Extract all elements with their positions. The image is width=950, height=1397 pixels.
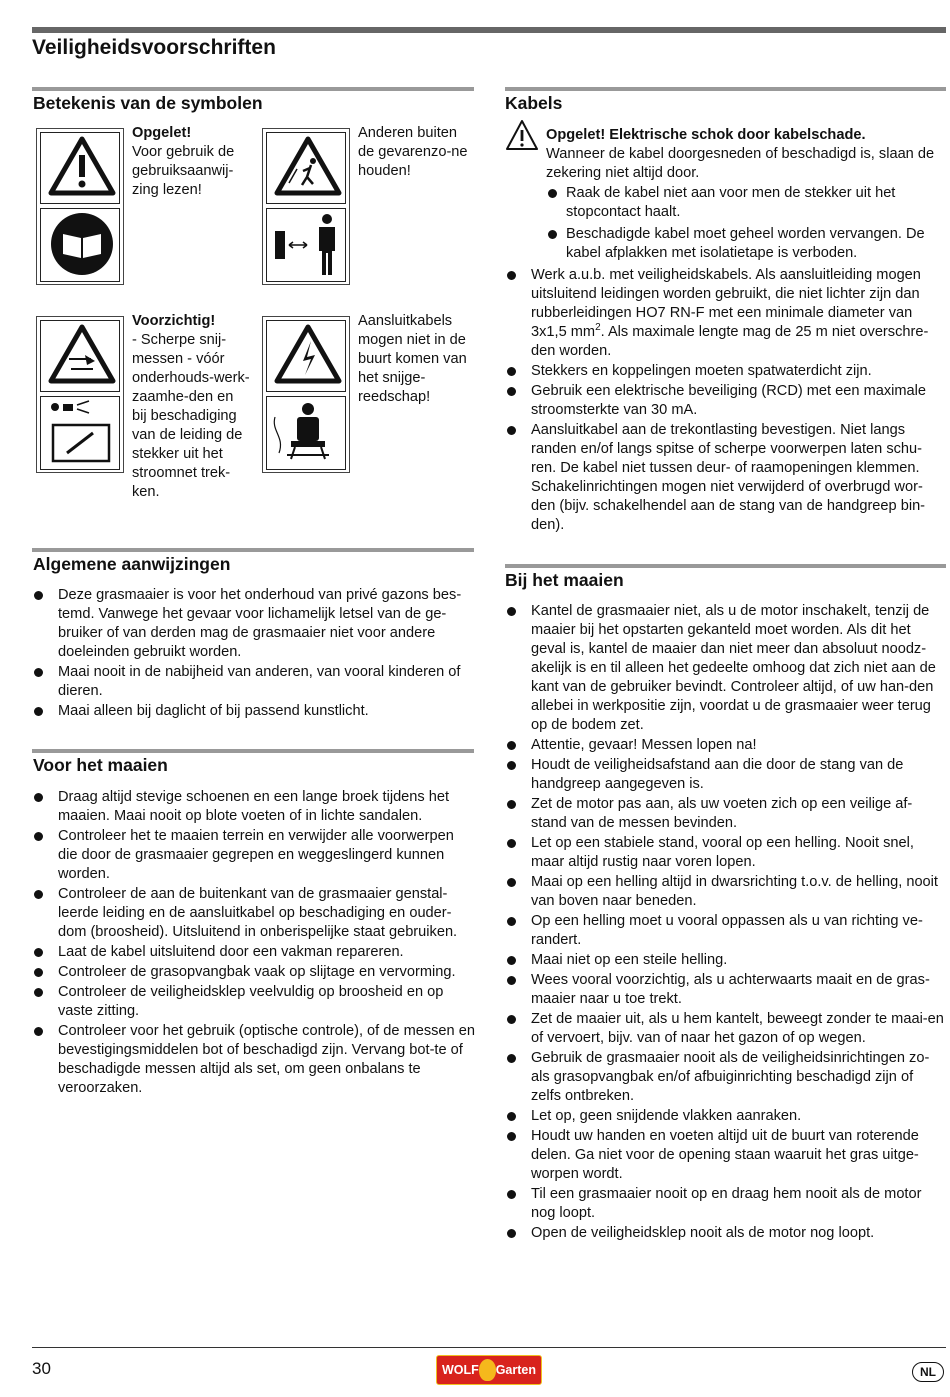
warning-read-manual-icon bbox=[36, 128, 124, 285]
list-item bbox=[505, 266, 946, 361]
list-item: Draag altijd stevige schoenen en een lange broek tijdens het maaien. Maai nooit op blote voeten of in lichte sandalen. bbox=[32, 788, 477, 826]
warning-heading: Opgelet! Elektrische schok door kabelschade. bbox=[546, 127, 866, 143]
list-item: Op een helling moet u vooral oppassen als u van richting ve-randert. bbox=[505, 912, 947, 950]
list-item: Maai op een helling altijd in dwarsrichting t.o.v. de helling, nooit van boven naar beneden. bbox=[505, 873, 947, 911]
section-rule bbox=[32, 749, 474, 753]
footer-rule bbox=[32, 1347, 946, 1348]
warning-text: Wanneer de kabel doorgesneden of beschadigd is, slaan de zekering niet altijd door. bbox=[546, 146, 935, 181]
bij-title: Bij het maaien bbox=[505, 570, 624, 590]
bij-list bbox=[505, 602, 947, 1244]
list-item: Deze grasmaaier is voor het onderhoud van privé gazons bes-temd. Vanwege het gevaar voor lichamelijk letsel van de ge-bruiker of van derden mag de grasmaaier niet voor andere doeleinden gebruikt worden. bbox=[32, 586, 477, 662]
symbol-description: Voor gebruik de gebruiksaanwij-zing lezen! bbox=[132, 144, 235, 198]
electric-shock-cable-icon bbox=[262, 316, 350, 473]
symbol-text-1 bbox=[132, 124, 252, 200]
kabels-item-text: . Als maximale lengte mag de 25 m niet overschre-den worden. bbox=[531, 324, 929, 359]
list-item: Attentie, gevaar! Messen lopen na! bbox=[505, 736, 947, 755]
list-item: Raak de kabel niet aan voor men de stekker uit het stopcontact haalt. bbox=[546, 184, 946, 222]
list-item: Houdt uw handen en voeten altijd uit de buurt van roterende delen. Ga niet voor de opening staan waaruit het gras uitge-worpen wordt. bbox=[505, 1127, 947, 1184]
top-rule bbox=[32, 27, 946, 33]
list-item: Controleer de grasopvangbak vaak op slijtage en vervorming. bbox=[32, 963, 477, 982]
page-title: Veiligheidsvoorschriften bbox=[32, 36, 276, 59]
kabels-list bbox=[505, 266, 946, 536]
kabels-title: Kabels bbox=[505, 93, 563, 113]
list-item: Let op, geen snijdende vlakken aanraken. bbox=[505, 1107, 947, 1126]
list-item: Controleer de aan de buitenkant van de grasmaaier genstal-leerde leiding en de aansluitkabel op beschadiging en ouder-dom (broosheid). Uitsluitend in onberispelijke staat gebruiken. bbox=[32, 885, 477, 942]
list-item: Zet de maaier uit, als u hem kantelt, beweegt zonder te maai-en of vervoert, bijv. van of naar het gazon of op wegen. bbox=[505, 1010, 947, 1048]
list-item: Houdt de veiligheidsafstand aan die door de stang van de handgreep aangegeven is. bbox=[505, 756, 947, 794]
list-item: Maai alleen bij daglicht of bij passend kunstlicht. bbox=[32, 702, 477, 721]
list-item: Gebruik de grasmaaier nooit als de veiligheidsinrichtingen zo-als grasopvangbak en/of afbuiginrichting beschadigd zijn of zelfs ontbreken. bbox=[505, 1049, 947, 1106]
fox-icon bbox=[479, 1359, 496, 1381]
symbol-text-2 bbox=[358, 124, 473, 181]
list-item: Zet de motor pas aan, als uw voeten zich op een veilige af-stand van de messen bevinden. bbox=[505, 795, 947, 833]
kabels-warning bbox=[546, 126, 946, 264]
symbol-heading: Voorzichtig! bbox=[132, 313, 216, 329]
section-rule bbox=[32, 548, 474, 552]
section-rule bbox=[32, 87, 474, 91]
list-item: Open de veiligheidsklep nooit als de motor nog loopt. bbox=[505, 1224, 947, 1243]
keep-bystanders-away-icon bbox=[262, 128, 350, 285]
algemene-list bbox=[32, 586, 477, 722]
logo-text-left: WOLF bbox=[442, 1362, 479, 1377]
kabels-item-text: Werk a.u.b. met veiligheidskabels. Als aansluitleiding mogen uitsluitend leidingen worden gebruikt, die niet lichter zijn dan rubberleidingen HO7 RN-F met een minimale diameter van 3x1,5 mm bbox=[531, 267, 921, 340]
list-item: Let op een stabiele stand, vooral op een helling. Nooit snel, maar altijd rustig naar voren lopen. bbox=[505, 834, 947, 872]
list-item: Laat de kabel uitsluitend door een vakman repareren. bbox=[32, 943, 477, 962]
list-item: Kantel de grasmaaier niet, als u de motor inschakelt, tenzij de maaier bij het opstarten gekanteld moet worden. Als dit het geval is, kantel de maaier dan niet meer dan absoluut noodz-akelijk is en til alleen het gedeelte omhoog dat zich niet aan de kant van de gebruiker bevindt. Controleer altijd, of uw han-den allebei in werkpositie zijn, voordat u de grasmaaier weer terug op de bodem zet. bbox=[505, 602, 947, 735]
warning-icon bbox=[505, 118, 539, 158]
list-item: Maai nooit in de nabijheid van anderen, van vooral kinderen of dieren. bbox=[32, 663, 477, 701]
symbols-title: Betekenis van de symbolen bbox=[33, 93, 263, 113]
symbol-description: Aansluitkabels mogen niet in de buurt komen van het snijge-reedschap! bbox=[358, 313, 467, 405]
voor-list bbox=[32, 788, 477, 1099]
symbol-heading: Opgelet! bbox=[132, 125, 192, 141]
list-item: Beschadigde kabel moet geheel worden vervangen. De kabel afplakken met isolatietape is verboden. bbox=[546, 225, 946, 263]
warning-sublist bbox=[546, 184, 946, 263]
list-item: Controleer het te maaien terrein en verwijder alle voorwerpen die door de grasmaaier gegrepen en weggeslingerd kunnen worden. bbox=[32, 827, 477, 884]
logo-text-right: Garten bbox=[495, 1362, 536, 1377]
voor-title: Voor het maaien bbox=[33, 755, 168, 775]
section-rule bbox=[505, 87, 946, 91]
list-item: Gebruik een elektrische beveiliging (RCD) met een maximale stroomsterkte van 30 mA. bbox=[505, 382, 946, 420]
superscript: 2 bbox=[595, 322, 601, 334]
symbol-description: Anderen buiten de gevarenzo-ne houden! bbox=[358, 125, 468, 179]
list-item: Til een grasmaaier nooit op en draag hem nooit als de motor nog loopt. bbox=[505, 1185, 947, 1223]
sharp-blades-unplug-icon bbox=[36, 316, 124, 473]
wolf-garten-logo bbox=[436, 1355, 542, 1385]
language-badge: NL bbox=[912, 1362, 944, 1382]
symbol-description: - Scherpe snij-messen - vóór onderhouds-werk-zaamhe-den en bij beschadiging van de leiding de stekker uit het stroomnet trek-ken. bbox=[132, 332, 250, 500]
page-number: 30 bbox=[32, 1359, 51, 1378]
algemene-title: Algemene aanwijzingen bbox=[33, 554, 231, 574]
list-item: Controleer de veiligheidsklep veelvuldig op broosheid en op vaste zitting. bbox=[32, 983, 477, 1021]
section-rule bbox=[505, 564, 946, 568]
list-item: Aansluitkabel aan de trekontlasting bevestigen. Niet langs randen en/of langs spitse of scherpe voorwerpen laten schu-ren. De kabel niet tussen deur- of raamopeningen klemmen. Schakelinrichtingen mogen niet verwijderd of overbrugd wor-den (bijv. schakelhendel aan de stang van de handgreep bin-den). bbox=[505, 421, 946, 535]
list-item: Wees vooral voorzichtig, als u achterwaarts maait en de gras-maaier naar u toe trekt. bbox=[505, 971, 947, 1009]
symbol-text-4 bbox=[358, 312, 473, 407]
list-item: Maai niet op een steile helling. bbox=[505, 951, 947, 970]
list-item: Controleer voor het gebruik (optische controle), of de messen en bevestigingsmiddelen bot of beschadigd zijn. Vervang bot-te of beschadigde messen altijd als set, om geen onbalans te veroorzaken. bbox=[32, 1022, 477, 1098]
symbol-text-3 bbox=[132, 312, 250, 502]
list-item: Stekkers en koppelingen moeten spatwaterdicht zijn. bbox=[505, 362, 946, 381]
